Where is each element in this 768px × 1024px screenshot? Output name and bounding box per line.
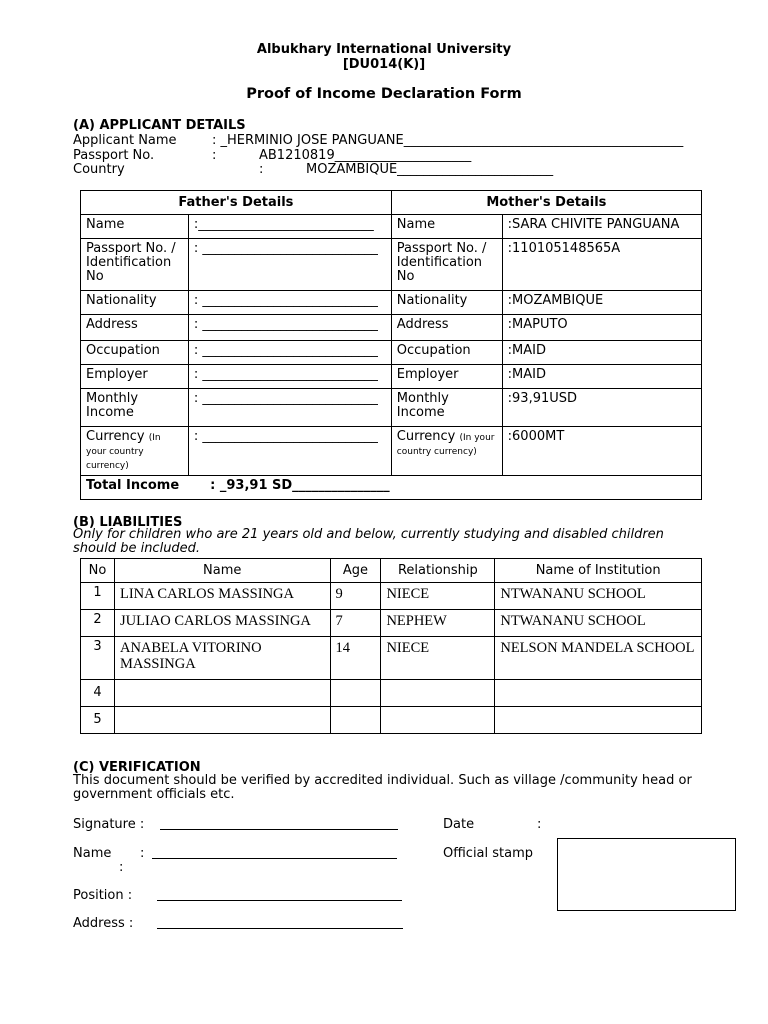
total-income-label: Total Income — [86, 478, 180, 493]
total-income-value: : _93,91 SD_______________ — [210, 478, 390, 493]
address-label: Address : — [73, 916, 134, 931]
mother-monthly-income-value: :93,91USD — [502, 389, 701, 427]
father-address-label: Address — [81, 315, 189, 341]
row-institution — [495, 680, 702, 707]
father-currency-label — [81, 427, 189, 476]
position-label: Position : — [73, 888, 133, 903]
signature-line[interactable] — [160, 818, 398, 830]
position-line[interactable] — [157, 889, 402, 901]
row-relationship — [381, 707, 495, 734]
row-name: ANABELA VITORINO MASSINGA — [114, 637, 330, 680]
mother-currency-value: :6000MT — [502, 427, 701, 476]
row-name — [114, 707, 330, 734]
row-age: 9 — [330, 583, 381, 610]
father-currency-value: : ___________________________ — [188, 427, 391, 476]
address-line[interactable] — [157, 917, 403, 929]
father-nationality-value: : ___________________________ — [188, 291, 391, 315]
official-stamp-box — [557, 838, 736, 911]
row-age: 7 — [330, 610, 381, 637]
table-row — [81, 707, 702, 734]
father-employer-label: Employer — [81, 365, 189, 389]
mother-nationality-value: :MOZAMBIQUE — [502, 291, 701, 315]
table-row — [81, 680, 702, 707]
father-address-value: : ___________________________ — [188, 315, 391, 341]
mother-nationality-label: Nationality — [391, 291, 502, 315]
father-occupation-label: Occupation — [81, 341, 189, 365]
name-colon-wrap: : — [119, 860, 124, 875]
col-header-age: Age — [330, 559, 381, 583]
row-age — [330, 680, 381, 707]
mother-details-header: Mother's Details — [391, 191, 701, 215]
mother-occupation-value: :MAID — [502, 341, 701, 365]
row-relationship: NEPHEW — [381, 610, 495, 637]
row-institution: NTWANANU SCHOOL — [495, 610, 702, 637]
father-monthly-income-label: Monthly Income — [81, 389, 189, 427]
father-nationality-label: Nationality — [81, 291, 189, 315]
father-passport-label: Passport No. / Identification No — [81, 239, 189, 291]
liabilities-note: Only for children who are 21 years old and below, currently studying and disabled children should be included. — [73, 527, 664, 556]
date-colon: : — [537, 817, 542, 832]
name-colon: : — [140, 846, 145, 861]
liabilities-table — [80, 558, 702, 734]
applicant-name-label: Applicant Name — [73, 133, 177, 148]
row-relationship: NIECE — [381, 583, 495, 610]
country-colon: : — [259, 162, 264, 177]
father-name-value: :___________________________ — [188, 215, 391, 239]
mother-currency-label — [391, 427, 502, 476]
form-code: [DU014(K)] — [342, 57, 426, 72]
col-header-relationship: Relationship — [381, 559, 495, 583]
mother-occupation-label: Occupation — [391, 341, 502, 365]
mother-employer-label: Employer — [391, 365, 502, 389]
university-name — [0, 42, 768, 72]
mother-currency-label-text: Currency — [396, 429, 456, 444]
mother-monthly-income-label: Monthly Income — [391, 389, 502, 427]
col-header-institution: Name of Institution — [495, 559, 702, 583]
father-employer-value: : ___________________________ — [188, 365, 391, 389]
row-relationship — [381, 680, 495, 707]
father-currency-label-text: Currency — [86, 429, 145, 444]
mother-currency-note: (In your country currency) — [396, 433, 495, 457]
liabilities-section-heading: (B) LIABILITIES — [73, 515, 183, 530]
applicant-name-value: : _HERMINIO JOSE PANGUANE___________________________________________ — [212, 133, 684, 148]
row-age — [330, 707, 381, 734]
father-monthly-income-value: : ___________________________ — [188, 389, 391, 427]
row-no: 4 — [81, 680, 115, 707]
row-name: LINA CARLOS MASSINGA — [114, 583, 330, 610]
father-name-label: Name — [81, 215, 189, 239]
table-row — [81, 637, 702, 680]
country-value: MOZAMBIQUE________________________ — [306, 162, 554, 177]
father-occupation-value: : ___________________________ — [188, 341, 391, 365]
total-income-row — [81, 476, 702, 500]
name-line[interactable] — [152, 847, 397, 859]
father-currency-note: (In your country currency) — [86, 433, 161, 471]
row-no: 3 — [81, 637, 115, 680]
name-label: Name — [73, 846, 112, 861]
signature-label: Signature : — [73, 817, 145, 832]
passport-colon: : — [212, 148, 217, 163]
row-institution — [495, 707, 702, 734]
mother-address-label: Address — [391, 315, 502, 341]
row-institution: NELSON MANDELA SCHOOL — [495, 637, 702, 680]
mother-address-value: :MAPUTO — [502, 315, 701, 341]
col-header-name: Name — [114, 559, 330, 583]
row-name — [114, 680, 330, 707]
date-label: Date — [443, 817, 475, 832]
applicant-section-heading: (A) APPLICANT DETAILS — [73, 118, 246, 133]
row-age: 14 — [330, 637, 381, 680]
row-name: JULIAO CARLOS MASSINGA — [114, 610, 330, 637]
father-passport-value: : ___________________________ — [188, 239, 391, 291]
row-no: 1 — [81, 583, 115, 610]
mother-passport-value: :110105148565A — [502, 239, 701, 291]
mother-employer-value: :MAID — [502, 365, 701, 389]
mother-name-label: Name — [391, 215, 502, 239]
mother-passport-label: Passport No. / Identification No — [391, 239, 502, 291]
col-header-no: No — [81, 559, 115, 583]
row-institution: NTWANANU SCHOOL — [495, 583, 702, 610]
official-stamp-label: Official stamp — [443, 846, 534, 861]
row-no: 5 — [81, 707, 115, 734]
passport-label: Passport No. — [73, 148, 155, 163]
verification-section-heading: (C) VERIFICATION — [73, 760, 201, 775]
row-no: 2 — [81, 610, 115, 637]
mother-name-value: :SARA CHIVITE PANGUANA — [502, 215, 701, 239]
verification-note: This document should be verified by accredited individual. Such as village /community head or government officials etc. — [73, 773, 692, 802]
parents-details-table — [80, 190, 702, 500]
father-details-header: Father's Details — [81, 191, 392, 215]
form-title: Proof of Income Declaration Form — [246, 86, 522, 102]
country-label: Country — [73, 162, 125, 177]
table-row — [81, 610, 702, 637]
university-title: Albukhary International University — [256, 42, 512, 57]
table-row — [81, 583, 702, 610]
passport-value: AB1210819_____________________ — [259, 148, 472, 163]
row-relationship: NIECE — [381, 637, 495, 680]
